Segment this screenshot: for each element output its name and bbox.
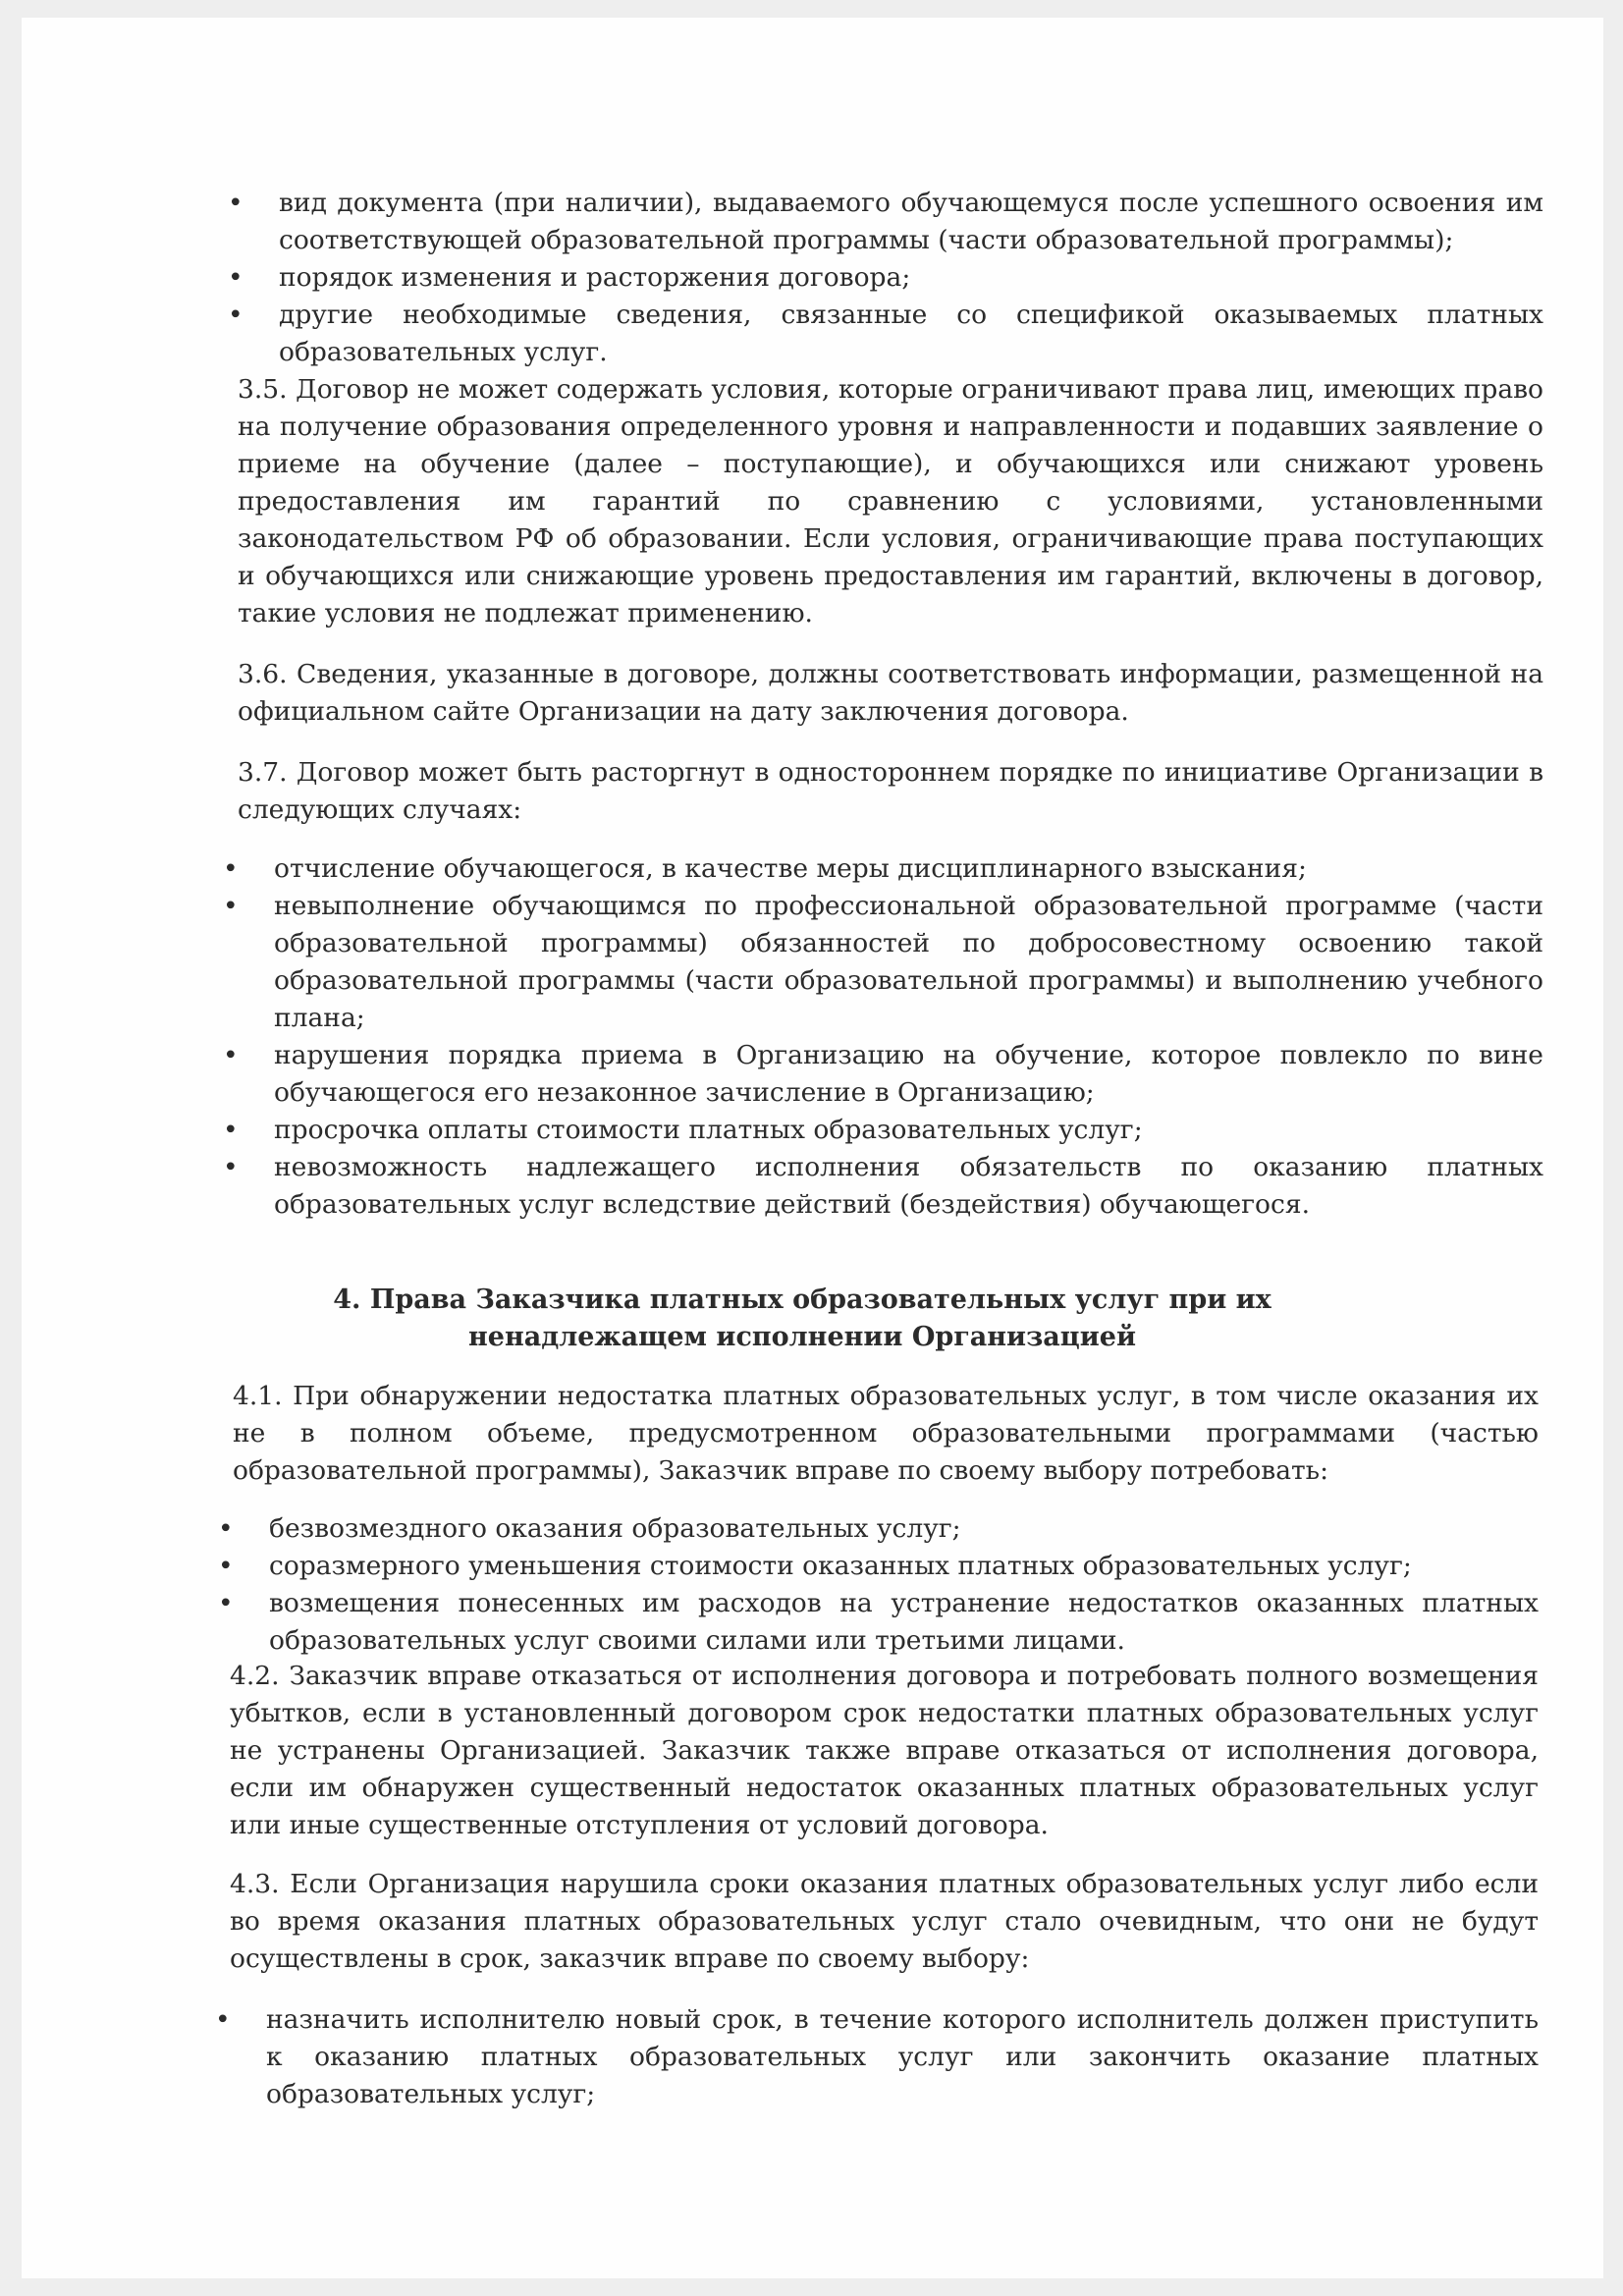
- list-termination-cases: [223, 850, 1543, 1224]
- paragraph-3-5: [238, 371, 1543, 632]
- list-item: • невыполнение обучающимся по профессиональной образовательной программе (части образовательной программы) обязанностей по добросовестному освоению такой образовательной программы (части образовательной программы) и выполнению учебного плана;: [223, 888, 1543, 1037]
- list-item: • просрочка оплаты стоимости платных образовательных услуг;: [223, 1112, 1543, 1149]
- paragraph-text: 4.3. Если Организация нарушила сроки оказания платных образовательных услуг либо если во время оказания платных образовательных услуг стало очевидным, что они не будут осуществлены в срок, заказчик вправе по своему выбору:: [230, 1869, 1539, 1974]
- list-document-contents: [228, 185, 1543, 371]
- paragraph-4-2: [230, 1658, 1539, 1844]
- document-page: [22, 18, 1603, 2278]
- list-item: • безвозмездного оказания образовательных услуг;: [218, 1510, 1539, 1548]
- paragraph-3-7: [238, 754, 1543, 829]
- paragraph-4-1: [233, 1378, 1539, 1490]
- list-item: • возмещения понесенных им расходов на устранение недостатков оказанных платных образовательных услуг своими силами или третьими лицами.: [218, 1585, 1539, 1660]
- list-item: • вид документа (при наличии), выдаваемого обучающемуся после успешного освоения им соответствующей образовательной программы (части образовательной программы);: [228, 185, 1543, 259]
- list-customer-demands: [218, 1510, 1539, 1660]
- list-item: • назначить исполнителю новый срок, в течение которого исполнитель должен приступить к оказанию платных образовательных услуг или закончить оказание платных образовательных услуг;: [215, 2001, 1539, 2113]
- paragraph-text: 3.6. Сведения, указанные в договоре, должны соответствовать информации, размещенной на официальном сайте Организации на дату заключения договора.: [238, 659, 1543, 727]
- list-delay-options: [215, 2001, 1539, 2113]
- section-4-heading: 4. Права Заказчика платных образовательных услуг при их ненадлежащем исполнении Организацией: [333, 1285, 1271, 1352]
- list-item: • соразмерного уменьшения стоимости оказанных платных образовательных услуг;: [218, 1548, 1539, 1585]
- paragraph-text: 3.7. Договор может быть расторгнут в одностороннем порядке по инициативе Организации в следующих случаях:: [238, 757, 1543, 825]
- paragraph-text: 3.5. Договор не может содержать условия, которые ограничивают права лиц, имеющих право на получение образования определенного уровня и направленности и подавших заявление о приеме на обучение (далее – поступающие), и обучающихся или снижают уровень предоставления им гарантий по сравнению с условиями, установленными законодательством РФ об образовании. Если условия, ограничивающие права поступающих и обучающихся или снижающие уровень предоставления им гарантий, включены в договор, такие условия не подлежат применению.: [238, 374, 1543, 629]
- paragraph-3-6: [238, 656, 1543, 731]
- list-item: • невозможность надлежащего исполнения обязательств по оказанию платных образовательных услуг вследствие действий (бездействия) обучающегося.: [223, 1149, 1543, 1224]
- list-item: • нарушения порядка приема в Организацию на обучение, которое повлекло по вине обучающегося его незаконное зачисление в Организацию;: [223, 1037, 1543, 1112]
- list-item: • порядок изменения и расторжения договора;: [228, 259, 1543, 297]
- list-item: • отчисление обучающегося, в качестве меры дисциплинарного взыскания;: [223, 850, 1543, 888]
- paragraph-text: 4.2. Заказчик вправе отказаться от исполнения договора и потребовать полного возмещения убытков, если в установленный договором срок недостатки платных образовательных услуг не устранены Организацией. Заказчик также вправе отказаться от исполнения договора, если им обнаружен существенный недостаток оказанных платных образовательных услуг или иные существенные отступления от условий договора.: [230, 1661, 1539, 1840]
- paragraph-text: 4.1. При обнаружении недостатка платных образовательных услуг, в том числе оказания их не в полном объеме, предусмотренном образовательными программами (частью образовательной программы), Заказчик вправе по своему выбору потребовать:: [233, 1381, 1539, 1486]
- paragraph-4-3: [230, 1866, 1539, 1978]
- list-item: • другие необходимые сведения, связанные со спецификой оказываемых платных образовательных услуг.: [228, 297, 1543, 371]
